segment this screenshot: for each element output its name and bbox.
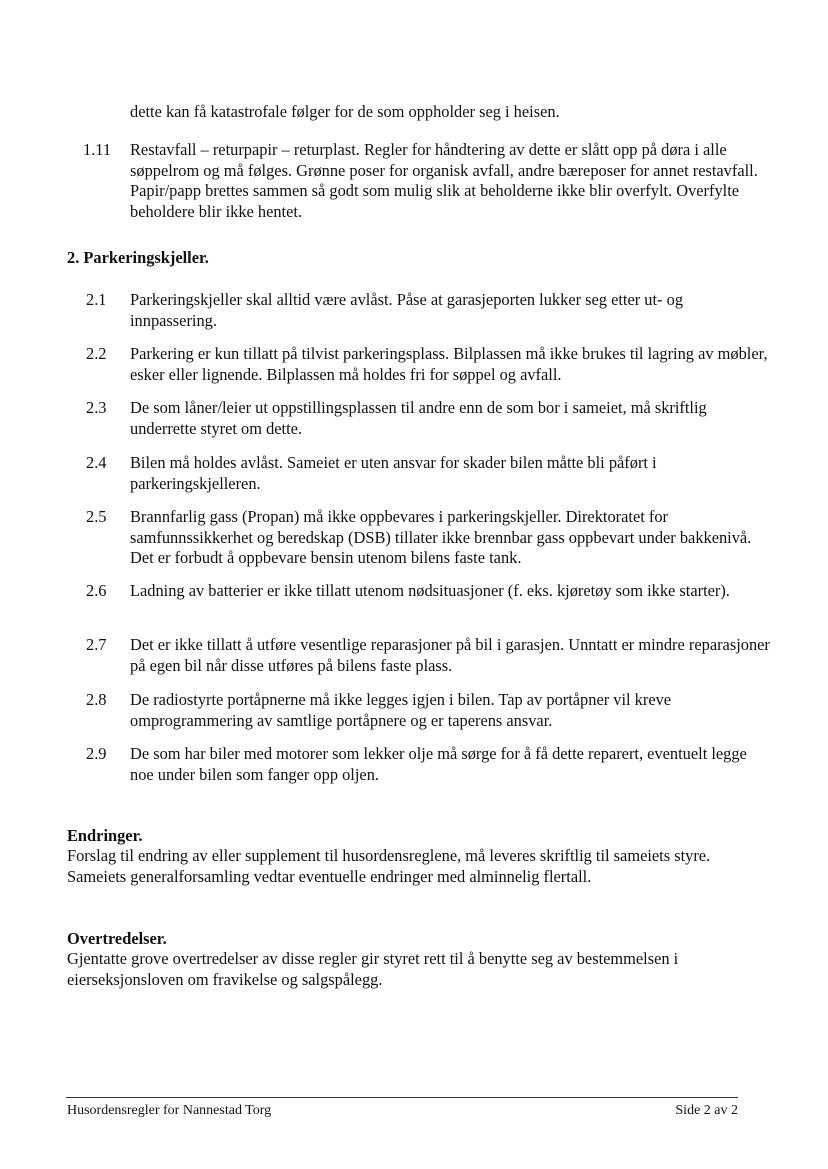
continuation-text: dette kan få katastrofale følger for de som oppholder seg i heisen.	[130, 102, 560, 121]
item-number: 2.7	[86, 635, 107, 654]
paragraph-endringer: Forslag til endring av eller supplement til husordensreglene, må leveres skriftlig til sameiets styre. Sameiets generalforsamling vedtar eventuelle endringer med alminnelig flertall.	[67, 846, 711, 886]
item-text: Det er ikke tillatt å utføre vesentlige reparasjoner på bil i garasjen. Unntatt er mindre reparasjoner på egen bil når disse utføres på bilens faste plass.	[130, 635, 770, 675]
footer-divider	[66, 1097, 738, 1098]
item-number: 2.4	[86, 453, 107, 472]
item-text: Restavfall – returpapir – returplast. Regler for håndtering av dette er slått opp på døra i alle søppelrom og må følges. Grønne poser for organisk avfall, andre bæreposer for annet restavfall. Papir/papp brettes sammen så godt som mulig slik at beholderne ikke blir overfylt. Overfylte beholdere blir ikke hentet.	[130, 140, 758, 221]
footer-page-number: Side 2 av 2	[675, 1103, 738, 1118]
footer-document-title: Husordensregler for Nannestad Torg	[67, 1103, 272, 1118]
item-text: Bilen må holdes avlåst. Sameiet er uten ansvar for skader bilen måtte bli påført i parkeringskjelleren.	[130, 453, 657, 493]
paragraph-overtredelser: Gjentatte grove overtredelser av disse regler gir styret rett til å benytte seg av bestemmelsen i eierseksjonsloven om fravikelse og salgspålegg.	[67, 949, 679, 989]
item-number: 2.9	[86, 744, 107, 763]
item-text: De som har biler med motorer som lekker olje må sørge for å få dette reparert, eventuelt legge noe under bilen som fanger opp oljen.	[130, 744, 747, 784]
item-number: 2.8	[86, 690, 107, 709]
heading-overtredelser: Overtredelser.	[67, 929, 167, 948]
heading-endringer: Endringer.	[67, 826, 143, 845]
section-heading-parkeringskjeller: 2. Parkeringskjeller.	[67, 248, 209, 267]
item-text: Parkeringskjeller skal alltid være avlåst. Påse at garasjeporten lukker seg etter ut- og innpassering.	[130, 290, 684, 330]
item-text: De som låner/leier ut oppstillingsplassen til andre enn de som bor i sameiet, må skriftlig underrette styret om dette.	[130, 398, 707, 438]
item-text: Ladning av batterier er ikke tillatt utenom nødsituasjoner (f. eks. kjøretøy som ikke starter).	[130, 581, 730, 600]
item-number: 2.2	[86, 344, 107, 363]
item-number: 2.6	[86, 581, 107, 600]
item-number: 2.5	[86, 507, 107, 526]
item-number: 2.1	[86, 290, 107, 309]
item-number: 1.11	[83, 140, 112, 159]
item-text: De radiostyrte portåpnerne må ikke legges igjen i bilen. Tap av portåpner vil kreve omprogrammering av samtlige portåpnere og er taperens ansvar.	[130, 690, 672, 730]
item-text: Parkering er kun tillatt på tilvist parkeringsplass. Bilplassen må ikke brukes til lagring av møbler, esker eller lignende. Bilplassen må holdes fri for søppel og avfall.	[130, 344, 768, 384]
item-number: 2.3	[86, 398, 107, 417]
item-text: Brannfarlig gass (Propan) må ikke oppbevares i parkeringskjeller. Direktoratet for samfunnssikkerhet og beredskap (DSB) tillater ikke brennbar gass oppbevart under bakkenivå. Det er forbudt å oppbevare bensin utenom bilens faste tank.	[130, 507, 752, 567]
